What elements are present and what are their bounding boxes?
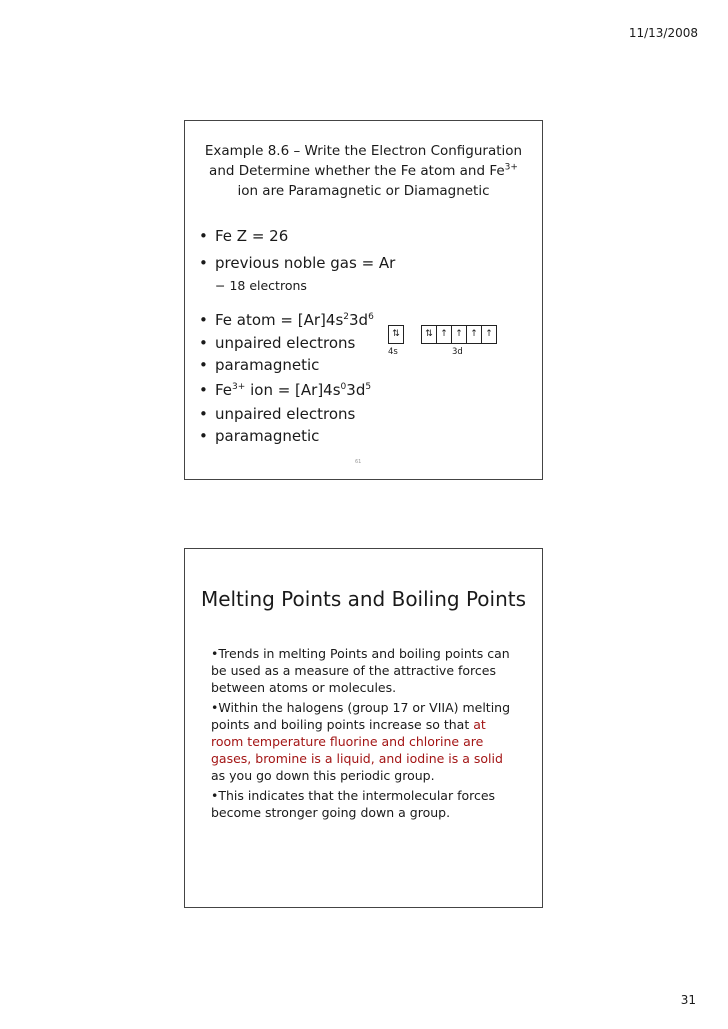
bullet-paramagnetic-2 — [199, 427, 319, 445]
paragraph-text: •Within the halogens (group 17 or VIIA) melting points and boiling points increase so that — [211, 700, 511, 732]
highlighted-text: at room temperature fluorine and chlorine are gases, bromine is a liquid, and iodine is a solid — [211, 717, 503, 766]
bullet-text: paramagnetic — [215, 356, 320, 374]
slide-title: Melting Points and Boiling Points — [200, 587, 527, 611]
slide-body — [211, 645, 511, 824]
bullet-dot: • — [199, 427, 208, 445]
config-part: Fe — [215, 381, 233, 399]
orbital-4s-label: 4s — [388, 347, 398, 357]
bullet-text: paramagnetic — [215, 427, 320, 445]
title-superscript: 3+ — [504, 162, 518, 173]
orbital-3d-box — [421, 325, 497, 344]
bullet-text: unpaired electrons — [215, 334, 356, 352]
title-line-2-text: and Determine whether the Fe atom and Fe — [209, 163, 505, 179]
bullet-dot: • — [199, 311, 208, 329]
sub-bullet-electrons: − 18 electrons — [215, 278, 307, 293]
paragraph-text: as you go down this periodic group. — [211, 768, 435, 783]
bullet-dot: • — [199, 381, 208, 399]
orbital-3d-cell-3: ↑ — [452, 326, 467, 343]
superscript: 0 — [340, 382, 347, 392]
bullet-dot: • — [199, 405, 208, 423]
bullet-paramagnetic-1 — [199, 356, 319, 374]
superscript: 5 — [365, 382, 372, 392]
slide-electron-configuration — [184, 120, 543, 480]
bullet-unpaired-1 — [199, 334, 355, 352]
bullet-text: Fe Z = 26 — [215, 227, 289, 245]
title-line-3: ion are Paramagnetic or Diamagnetic — [237, 183, 490, 199]
orbital-3d-cell-4: ↑ — [467, 326, 482, 343]
bullet-fe3-config — [199, 381, 371, 399]
paragraph-intermolecular: •This indicates that the intermolecular forces become stronger going down a group. — [211, 788, 496, 820]
slide-number: 61 — [355, 459, 362, 465]
orbital-3d-cell-1: ⇅ — [422, 326, 437, 343]
orbital-4s-cell: ⇅ — [392, 329, 400, 339]
bullet-dot: • — [199, 227, 208, 245]
superscript: 3+ — [232, 382, 246, 392]
config-part: 3d — [346, 381, 366, 399]
paragraph-halogens — [211, 699, 511, 784]
config-part: Fe atom = [Ar]4s — [215, 311, 344, 329]
superscript: 2 — [343, 312, 349, 322]
bullet-text: unpaired electrons — [215, 405, 356, 423]
bullet-dot: • — [199, 334, 208, 352]
page-date: 11/13/2008 — [628, 26, 698, 40]
config-part: ion = [Ar]4s — [245, 381, 341, 399]
config-part: 3d — [349, 311, 369, 329]
orbital-3d-cell-2: ↑ — [437, 326, 452, 343]
title-line-2 — [185, 161, 542, 181]
page-number: 31 — [680, 993, 696, 1007]
orbital-4s-box — [388, 325, 404, 344]
bullet-unpaired-2 — [199, 405, 355, 423]
orbital-3d-cell-5: ↑ — [485, 329, 493, 339]
superscript: 6 — [368, 312, 374, 322]
title-line-1: Example 8.6 – Write the Electron Configuration — [204, 143, 523, 159]
bullet-text: previous noble gas = Ar — [215, 254, 396, 272]
bullet-dot: • — [199, 356, 208, 374]
bullet-dot: • — [199, 254, 208, 272]
bullet-fe-atom-config — [199, 311, 374, 329]
bullet-fe-z — [199, 227, 288, 245]
slide-title — [185, 141, 542, 201]
slide-melting-boiling-points — [184, 548, 543, 908]
paragraph-trends: •Trends in melting Points and boiling points can be used as a measure of the attractive forces between atoms or molecules. — [211, 646, 510, 695]
orbital-3d-label: 3d — [452, 347, 463, 357]
bullet-noble-gas — [199, 254, 395, 272]
